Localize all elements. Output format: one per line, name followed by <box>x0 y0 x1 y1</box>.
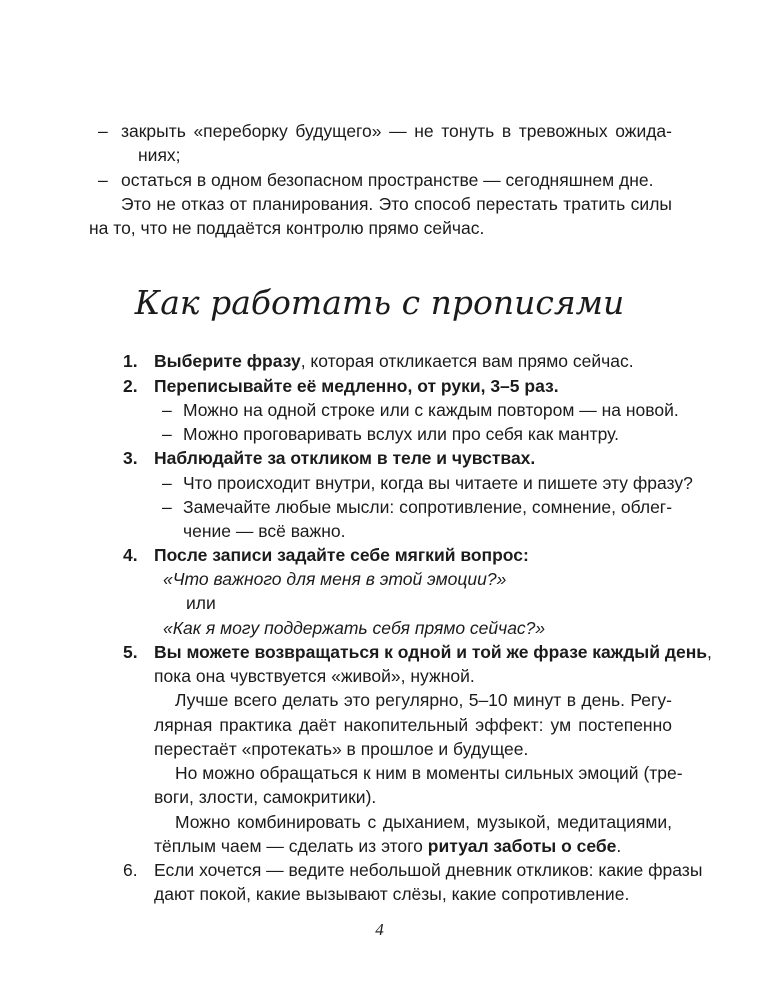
step-number: 1. <box>123 351 138 371</box>
bullet-line <box>98 119 672 143</box>
paragraph-line: воги, злости, самокритики). <box>154 787 377 807</box>
paragraph-line: лярная практика даёт накопительный эффект: ум постепенно <box>154 715 672 735</box>
step-item <box>123 543 529 567</box>
sub-bullet <box>162 422 619 446</box>
step-text: , <box>707 642 712 662</box>
step-bold-text: Наблюдайте за откликом в теле и чувствах. <box>154 448 536 468</box>
question-text: «Что важного для меня в этой эмоции?» <box>163 569 507 589</box>
sub-bullet-text: Можно проговаривать вслух или про себя как мантру. <box>183 424 619 444</box>
step-number: 3. <box>123 448 138 468</box>
page-number: 4 <box>375 920 384 939</box>
step-bold-text: Выберите фразу <box>154 351 301 371</box>
bullet-line-continuation: ниях; <box>138 145 181 165</box>
paragraph-line: Можно комбинировать с дыханием, музыкой, медитациями, <box>175 812 672 832</box>
step-bold-text: После записи задайте себе мягкий вопрос: <box>154 545 529 565</box>
bullet-text: остаться в одном безопасном пространстве — сегодняшнем дне. <box>121 170 654 190</box>
step-continuation: дают покой, какие вызывают слёзы, какие сопротивление. <box>154 884 630 904</box>
paragraph-line <box>154 834 621 858</box>
bullet-dash: – <box>162 497 172 517</box>
or-text: или <box>186 593 216 613</box>
step-item <box>123 374 559 398</box>
bullet-text: закрыть «переборку будущего» — не тонуть в тревожных ожида- <box>121 121 672 141</box>
bullet-line <box>98 168 654 192</box>
step-text: Если хочется — ведите небольшой дневник откликов: какие фразы <box>154 860 703 880</box>
bullet-dash: – <box>162 424 172 444</box>
step-number: 6. <box>123 860 138 880</box>
paragraph-line: перестаёт «протекать» в прошлое и будущее. <box>154 739 529 759</box>
bullet-dash: – <box>98 121 108 141</box>
paragraph-text: . <box>616 836 622 856</box>
step-continuation: пока она чувствуется «живой», нужной. <box>154 666 475 686</box>
question-text: «Как я могу поддержать себя прямо сейчас?» <box>163 618 546 638</box>
paragraph-line: Лучше всего делать это регулярно, 5–10 минут в день. Регу- <box>175 690 672 710</box>
bullet-dash: – <box>98 170 108 190</box>
step-bold-text: Переписывайте её медленно, от руки, 3–5 раз. <box>154 376 559 396</box>
sub-bullet-text: Что происходит внутри, когда вы читаете и пишете эту фразу? <box>183 473 693 493</box>
sub-bullet-continuation: чение — всё важно. <box>183 521 346 541</box>
sub-bullet-text: Можно на одной строке или с каждым повтором — на новой. <box>183 400 679 420</box>
step-item <box>123 446 536 470</box>
sub-bullet <box>162 398 679 422</box>
step-item <box>123 640 712 664</box>
bullet-dash: – <box>162 400 172 420</box>
paragraph-line: на то, что не поддаётся контролю прямо сейчас. <box>89 218 485 238</box>
sub-bullet <box>162 471 693 495</box>
step-item <box>123 349 634 373</box>
sub-bullet <box>162 495 673 519</box>
bullet-dash: – <box>162 473 172 493</box>
paragraph-line: Но можно обращаться к ним в моменты сильных эмоций (тре- <box>175 763 683 783</box>
sub-bullet-text: Замечайте любые мысли: сопротивление, сомнение, облег- <box>183 497 673 517</box>
step-text: , которая откликается вам прямо сейчас. <box>300 351 634 371</box>
paragraph-text: тёплым чаем — сделать из этого <box>154 836 428 856</box>
step-number: 5. <box>123 642 138 662</box>
step-item <box>123 858 703 882</box>
section-heading: Как работать с прописями <box>134 283 625 322</box>
step-bold-text: Вы можете возвращаться к одной и той же фразе каждый день <box>154 642 708 662</box>
step-number: 4. <box>123 545 138 565</box>
paragraph-line: Это не отказ от планирования. Это способ перестать тратить силы <box>121 194 672 214</box>
step-number: 2. <box>123 376 138 396</box>
emphasis-text: ритуал заботы о себе <box>427 836 617 856</box>
